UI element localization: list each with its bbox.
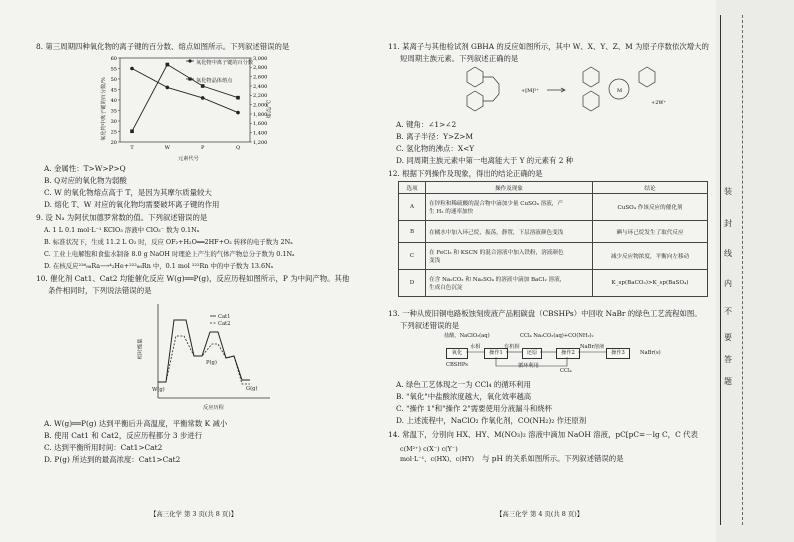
chart2-ylabel: 相对能量 [137,338,144,360]
data-point [201,96,205,100]
row-d-operation [426,270,593,297]
data-point [236,96,240,100]
chart2-legend-cat2: Cat2 [218,321,231,327]
x-tick-label: W [164,145,170,151]
row-d-op-line2: 生成白色沉淀 [429,285,463,291]
spine-char: 不 [724,307,732,316]
row-a-operation [426,194,593,221]
series-line-1 [132,65,238,132]
x-tick-label: T [130,145,134,151]
spine-char: 内 [724,279,732,288]
q8-option-a: A. 金属性：T>W>P>Q [44,164,126,173]
y2-tick-label: 2,000 [253,102,268,109]
q14-stem-line1: 14. 常温下，分别向 HX、HY、M(NO₃)₂ 溶液中滴加 NaOH 溶液，pC[pC=－lg C，C 代表 [388,430,698,439]
legend-marker-melting [188,77,191,80]
flow-box-oxidation: 氧化 [446,348,468,359]
row-c-operation [426,243,593,270]
row-a-conclusion: CuSO₄ 作该反应的催化剂 [593,194,708,221]
flow-water-phase: 水相 [470,344,481,350]
q14-fraction-denominator: mol·L⁻¹、c(HX)、c(HY) [400,455,474,463]
table-row [399,243,708,270]
q12-stem: 12. 根据下列操作及现象，得出的结论正确的是 [388,169,543,178]
q10-stem-line1: 10. 催化剂 Cat1、Cat2 均能催化反应 W(g)══P(g)，反应历程如图所示，P 为中间产物。其他 [36,274,350,283]
spine-char: 装 [724,187,732,196]
col-conclusion: 结论 [593,182,708,194]
metal-center: M [617,88,623,94]
table-row [399,270,708,297]
q8-stem: 8. 第三周期四种氧化物的离子键的百分数、熔点如图所示。下列叙述错误的是 [36,42,290,51]
col-operation: 操作及现象 [426,182,593,194]
q13-option-d: D. 上述流程中，NaClO₂ 作氧化剂，CO(NH₂)₂ 作还原剂 [396,416,587,425]
q10-stem-line2: 条件相同时，下列说法错误的是 [48,286,152,295]
y-tick-label: 20 [110,139,117,146]
spine-char: 题 [724,377,732,386]
y-tick-label: 25 [110,129,117,136]
chart1-legend-ionic: 氧化物中离子键的百分数 [196,60,254,66]
chart2-p-label: P(g) [206,360,217,366]
flow-box-op3: 操作3 [606,348,630,359]
row-b-operation [426,221,593,243]
y2-tick-label: 1,800 [253,111,268,118]
q13-option-b: B. "氧化"中盐酸浓度越大，氧化效率越高 [396,392,532,401]
chart2-w-label: W(g) [152,387,165,393]
q13-option-c: C. "操作 1"和"操作 2"需要使用分液漏斗和烧杯 [396,404,553,413]
y2-tick-label: 2,800 [253,65,268,72]
table-row [399,194,708,221]
flow-reagent-nabr: NaBr溶液 [580,344,605,350]
flow-box-reduction: 还原 [522,348,542,359]
y2-tick-label: 3,000 [253,55,268,62]
chart2-g-label: G(g) [246,386,258,392]
gbha-bridge [483,77,499,101]
q8-option-b: B. Q对应的氧化物为弱酸 [44,176,127,185]
table-header-row [399,182,708,194]
row-a-op-line1: 在锌粒和稀硫酸的混合物中滴加少量 CuSO₄ 溶液，产 [429,201,563,207]
spine-char: 答 [724,355,732,364]
col-option: 选项 [399,182,426,194]
y-tick-label: 40 [110,97,117,104]
q8-option-c: C. W 的氧化物熔点高于 T，是因为其摩尔质量较大 [44,188,212,197]
row-c-op-line1: 在 FeCl₃ 和 KSCN 的混合溶液中加入铁粉，溶液颜色 [429,250,564,256]
q11-stem-line2: 短周期主族元素。下列叙述正确的是 [400,54,519,63]
flow-reagent-oxidation: 盐酸、NaClO₂(aq) [444,333,490,339]
y2-tick-label: 1,400 [253,130,268,137]
y-tick-label: 30 [110,118,117,125]
q13-option-a: A. 绿色工艺体现之一为 CCl₄ 的循环利用 [396,380,531,389]
flow-reagent-reduction: CCl₄ Na₂CO₃(aq)+CO(NH₂)₂ [520,333,594,339]
plus-w-ions: +2W⁺ [651,100,667,106]
chart1-xlabel: 元素代号 [178,156,199,162]
row-a-op-line2: 生 H₂ 的速率加快 [429,209,474,215]
benzene-ring-4 [583,91,599,111]
q10-option-d: D. P(g) 所达到的最高浓度：Cat1>Cat2 [44,455,181,464]
q13-stem-line1: 13. 一种从废旧铜电路板蚀刻废液产品粗碳盘（CBSHPs）中回收 NaBr 的绿色工艺流程如图。 [388,309,702,318]
spine-char: 要 [724,333,732,342]
q9-option-b: B. 标准状况下，生成 11.2 L O₂ 时，反应 OF₂+H₂O══2HF+O₂ 转移的电子数为 2Nₐ [44,238,293,246]
flow-arrows [440,336,640,376]
row-c-op-line2: 变浅 [429,258,441,264]
gbha-reaction-scheme [455,62,675,120]
q9-option-c: C. 工业上电解饱和食盐水制备 8.0 g NaOH 时理论上产生的气体产物总分子数为 0.1Nₐ [44,250,295,258]
spine-char: 线 [724,249,732,258]
q11-option-c: C. 氢化物的沸点：X<Y [396,144,475,153]
chart1-legend-melting: 氧化物晶体熔点 [196,78,233,84]
row-d-conclusion: K_sp(BaCO₃)>K_sp(BaSO₄) [593,270,708,297]
row-b-option: B [399,221,426,243]
y-tick-label: 55 [110,66,117,73]
y2-tick-label: 1,200 [253,139,268,146]
q9-option-a: A. 1 L 0.1 mol·L⁻¹ KClO₃ 溶液中 ClO₃⁻ 数为 0.1Nₐ [44,226,200,234]
flow-recycle: 循环利用 [518,363,539,369]
q10-option-b: B. 使用 Cat1 和 Cat2，反应历程都分 3 步进行 [44,431,203,440]
q13-stem-line2: 下列叙述错误的是 [400,321,460,330]
recycle-loop [496,357,567,366]
q11-option-a: A. 键角：∠1>∠2 [396,120,457,129]
binding-spine [716,0,794,542]
row-b-conclusion: 碘与环己烷发生了取代反应 [593,221,708,243]
spine-border [720,15,721,525]
flow-feed: CBSHPs [446,362,468,368]
cat2-path [158,336,250,384]
q14-stem-line2: 与 pH 的关系如图所示。下列叙述错误的是 [482,454,624,463]
chart2-xlabel: 反应历程 [203,405,224,411]
benzene-ring-2 [467,91,483,111]
flow-box-op1: 操作1 [484,348,508,359]
benzene-ring-3 [583,67,599,87]
flow-box-op2: 操作2 [556,348,580,359]
footer-left: 【高三化学 第 3 页(共 8 页)】 [150,510,238,518]
row-d-op-line1: 在含 Na₂CO₃ 和 Na₂SO₄ 的溶液中滴加 BaCl₂ 溶液， [429,277,566,283]
flow-product: NaBr(s) [640,350,661,356]
y-tick-label: 50 [110,76,117,83]
y-tick-label: 35 [110,108,117,115]
spine-cut-line [742,15,743,525]
chart2-legend-cat1: Cat1 [218,314,231,320]
data-point [130,67,134,71]
q8-option-d: D. 熔化 T、W 对应的氧化物均需要破坏离子键的作用 [44,200,220,209]
q9-option-d: D. 在核反应²²⁶₈₈Ra⟶⁴₂He+²²²₈₆Rn 中，0.1 mol ²²²Rn 中的中子数为 13.6Nₐ [44,262,274,270]
legend-marker-ionic [188,59,191,62]
benzene-ring-1 [467,67,483,87]
y2-tick-label: 1,600 [253,121,268,128]
footer-right: 【高三化学 第 4 页(共 8 页)】 [496,510,584,518]
q11-option-b: B. 离子半径：Y>Z>M [396,132,474,141]
plus-m-ion: +[M]²⁺ [521,88,539,94]
data-point [130,129,134,133]
flow-organic-phase: 有机相 [504,344,520,350]
row-b-op-line1: 在橘水中加入环己烷，振荡，静置，下层溶液颜色变浅 [429,229,564,236]
q11-stem-line1: 11. 某离子与其他检试剂 GBHA 的反应如图所示，其中 W、X、Y、Z、M 为原子序数依次增大的 [388,42,709,51]
y2-tick-label: 2,600 [253,74,268,81]
y2-tick-label: 2,400 [253,83,268,90]
row-c-conclusion: 减少反应物浓度，平衡向左移动 [593,243,708,270]
flow-ccl4: CCl₄ [560,368,572,374]
data-point [166,63,170,67]
y-tick-label: 60 [110,55,117,62]
y-tick-label: 45 [110,87,117,94]
row-c-option: C [399,243,426,270]
q11-option-d: D. 同周期主族元素中第一电离能大于 Y 的元素有 2 种 [396,156,574,165]
q10-option-a: A. W(g)══P(g) 达到平衡后升高温度，平衡常数 K 减小 [44,419,228,428]
q12-table [398,181,708,297]
x-tick-label: P [200,145,205,151]
table-row [399,221,708,243]
q14-fraction: c(M²⁺) c(X⁻) c(Y⁻) [400,445,458,453]
spine-char: 封 [724,219,732,228]
benzene-ring-5 [639,67,655,87]
x-tick-label: Q [235,145,241,151]
chart1-frame [120,58,250,142]
y2-tick-label: 2,200 [253,93,268,100]
q9-stem: 9. 设 Nₐ 为阿伏加德罗常数的值。下列叙述错误的是 [36,213,208,222]
data-point [166,86,170,90]
chart1-ylabel-right: 熔点/°C [266,99,273,119]
cat1-path [158,320,250,382]
q10-option-c: C. 达到平衡所用时间：Cat1>Cat2 [44,443,163,452]
data-point [236,111,240,115]
row-d-option: D [399,270,426,297]
chart1-ylabel-left: 氧化物中离子键的百分数/% [100,77,107,141]
row-a-option: A [399,194,426,221]
